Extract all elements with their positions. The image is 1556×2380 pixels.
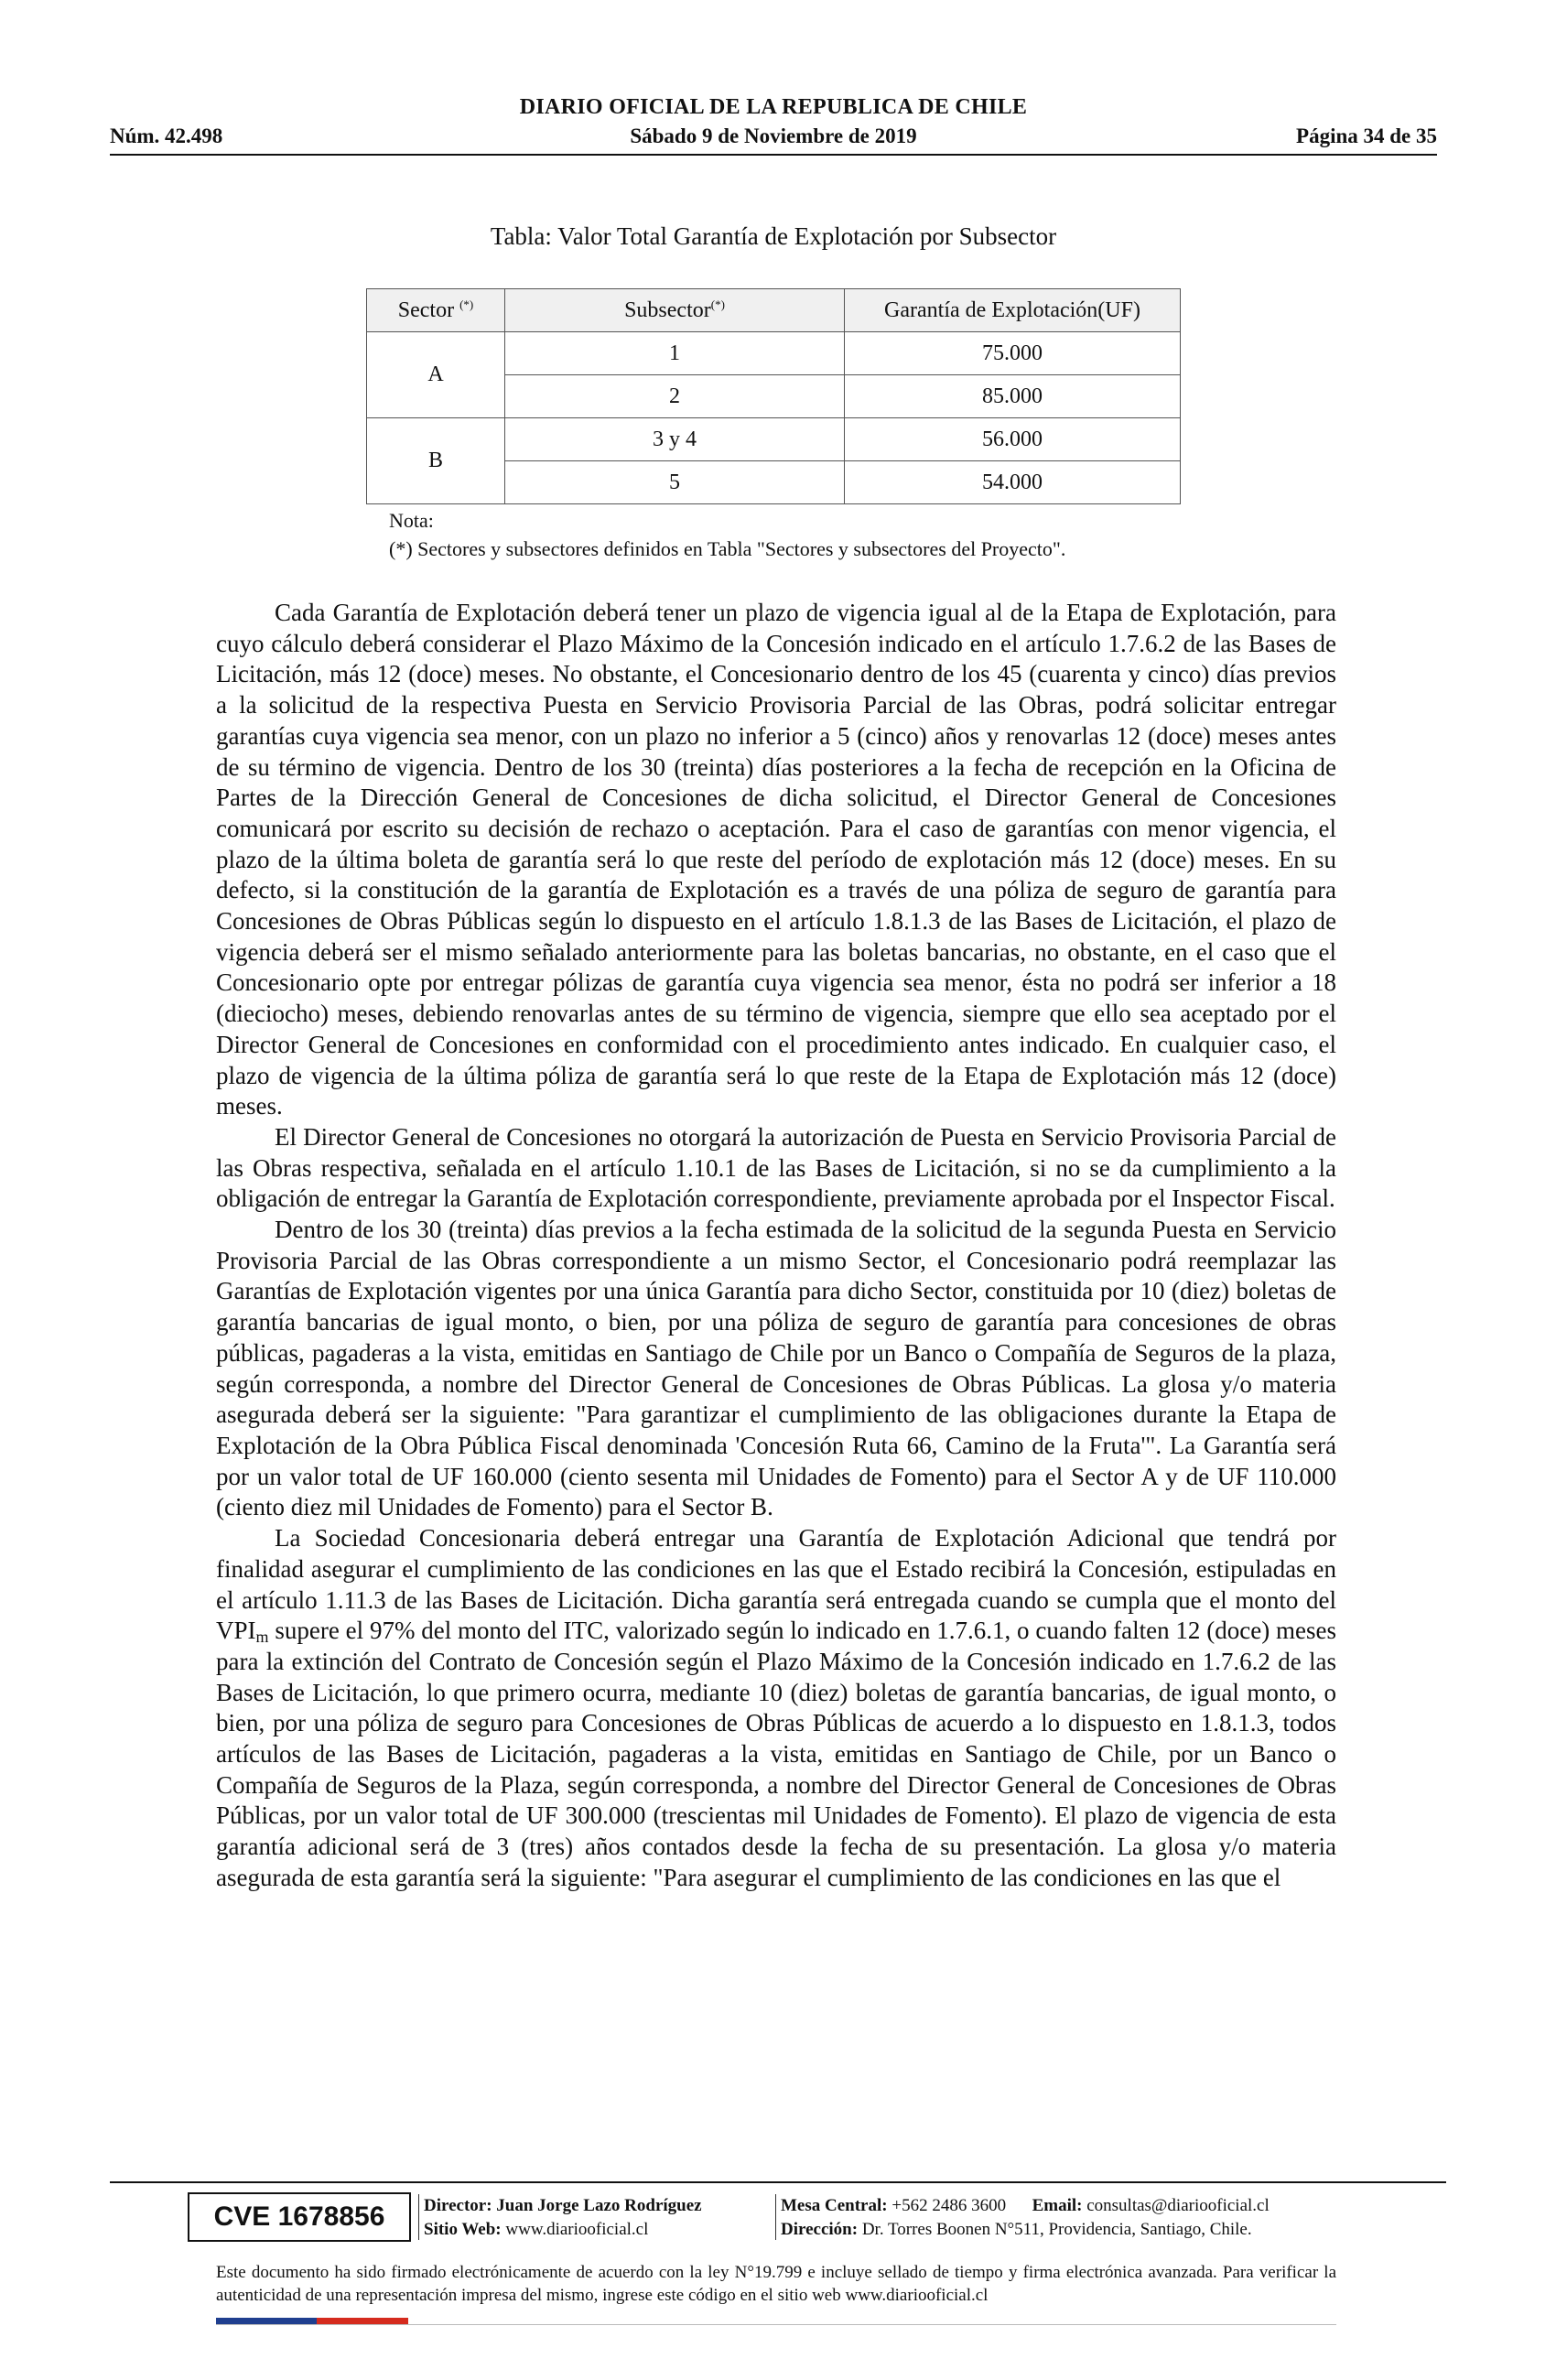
email-link[interactable]: consultas@diariooficial.cl [1086,2196,1270,2215]
guarantee-table [366,288,1181,504]
director-name: Juan Jorge Lazo Rodríguez [496,2196,702,2215]
issue-date: Sábado 9 de Noviembre de 2019 [630,124,917,147]
sector-cell: A [367,332,505,418]
paragraph: Dentro de los 30 (treinta) días previos a la fecha estimada de la solicitud de la segunda Puesta en Servicio Provisoria Parcial de las Obras correspondiente a un mismo Sector, el Concesionario podrá reemplazar las Garantías de Explotación vigentes por una única Garantía para dicho Sector, constituida por 10 (diez) boletas de garantía bancarias de igual monto, o bien, por una póliza de seguro de garantía para concesiones de obras públicas, pagaderas a la vista, emitidas en Santiago de Chile por un Banco o Compañía de Seguros de la plaza, según corresponda, a nombre del Director General de Concesiones de Obras Públicas. La glosa y/o materia asegurada deberá ser la siguiente: "Para garantizar el cumplimiento de las obligaciones durante la Etapa de Explotación de la Obra Pública Fiscal denominada 'Concesión Ruta 66, Camino de la Fruta'". La Garantía será por un valor total de UF 160.000 (ciento sesenta mil Unidades de Fomento) para el Sector A y de UF 110.000 (ciento diez mil Unidades de Fomento) para el Sector B. [216,1216,1336,1521]
subsector-cell: 1 [505,332,845,375]
note-label: Nota: [389,509,434,532]
issue-number: Núm. 42.498 [110,124,223,147]
footer-disclaimer: Este documento ha sido firmado electrónicamente de acuerdo con la ley N°19.799 e incluye sellado de tiempo y firma electrónica avanzada. Para verificar la autenticidad de una representación impresa del mismo, ingrese este código en el sitio web www.diariooficial.cl [216,2263,1336,2305]
footer-separator [775,2194,776,2240]
address: Dr. Torres Boonen N°511, Providencia, Santiago, Chile. [861,2220,1252,2239]
paragraph: La Sociedad Concesionaria deberá entregar una Garantía de Explotación Adicional que tendrá por finalidad asegurar el cumplimiento de las condiciones en las que el Estado recibirá la Concesión, estipuladas en el artículo 1.11.3 de las Bases de Licitación. Dicha garantía será entregada cuando se cumpla que el monto del $VPI_m$ supere el 97% del monto del ITC, valorizado según lo indicado en 1.7.6.1, o cuando falten 12 (doce) meses para la extinción del Contrato de Concesión según el Plazo Máximo de la Concesión indicado en 1.7.6.2 de las Bases de Licitación, lo que primero ocurra, mediante 10 (diez) boletas de garantía bancarias, de igual monto, o bien, por una póliza de seguro para Concesiones de Obras Públicas de acuerdo a lo dispuesto en 1.8.1.3, todos artículos de las Bases de Licitación, pagaderas a la vista, emitidas en Santiago de Chile, por un Banco o Compañía de Seguros de la Plaza, según corresponda, a nombre del Director General de Concesiones de Obras Públicas, por un valor total de UF 300.000 (trescientas mil Unidades de Fomento). El plazo de vigencia de esta garantía adicional será de 3 (tres) años contados desde la fecha de su presentación. La glosa y/o materia asegurada de esta garantía será la siguiente: "Para asegurar el cumplimiento de las condiciones en las que el [216,1524,1336,1891]
website-link[interactable]: www.diariooficial.cl [505,2220,649,2239]
sector-cell: B [367,418,505,504]
footer-divider [110,2181,1446,2183]
note-text: (*) Sectores y subsectores definidos en Tabla "Sectores y subsectores del Proyecto". [389,537,1066,560]
header-guarantee: Garantía de Explotación(UF) [845,289,1181,332]
page-header [110,92,1437,156]
table-title: Tabla: Valor Total Garantía de Explotación por Subsector [490,222,1057,250]
guarantee-cell: 54.000 [845,461,1181,504]
guarantee-cell: 85.000 [845,375,1181,418]
table-note [389,506,1065,563]
paragraph: El Director General de Concesiones no otorgará la autorización de Puesta en Servicio Provisoria Parcial de las Obras respectiva, señalada en el artículo 1.10.1 de las Bases de Licitación, si no se da cumplimiento a la obligación de entregar la Garantía de Explotación correspondiente, previamente aprobada por el Inspector Fiscal. [216,1122,1336,1213]
guarantee-cell: 75.000 [845,332,1181,375]
subsector-cell: 5 [505,461,845,504]
footer-contact-block: Mesa Central: +562 2486 3600 Email: consultas@diariooficial.cl Dirección: Dr. Torres Boonen N°511, Providencia, Santiago, Chile. [781,2196,1270,2239]
header-sector: Sector (*) [367,289,505,332]
header-divider [110,154,1437,156]
phone-number: +562 2486 3600 [891,2196,1007,2215]
footer-director-block: Director: Juan Jorge Lazo Rodríguez Sitio Web: www.diariooficial.cl [424,2196,702,2239]
flag-stripe-blue [216,2318,317,2324]
publication-title: DIARIO OFICIAL DE LA REPUBLICA DE CHILE [519,95,1028,119]
table-row [367,332,1181,375]
footer-separator [418,2194,419,2240]
page-number: Página 34 de 35 [1296,124,1437,147]
flag-stripe-red [317,2318,408,2324]
paragraph: Cada Garantía de Explotación deberá tener un plazo de vigencia igual al de la Etapa de Explotación, para cuyo cálculo deberá considerar el Plazo Máximo de la Concesión indicado en el artículo 1.7.6.2 de las Bases de Licitación, más 12 (doce) meses. No obstante, el Concesionario dentro de los 45 (cuarenta y cinco) días previos a la solicitud de la respectiva Puesta en Servicio Provisoria Parcial de las Obras, podrá solicitar entregar garantías cuya vigencia sea menor, con un plazo no inferior a 5 (cinco) años y renovarlas 12 (doce) meses antes de su término de vigencia. Dentro de los 30 (treinta) días posteriores a la fecha de recepción en la Oficina de Partes de la Dirección General de Concesiones de dicha solicitud, el Director General de Concesiones comunicará por escrito su decisión de rechazo o aceptación. Para el caso de garantías con menor vigencia, el plazo de la última boleta de garantía será lo que reste del período de explotación más 12 (doce) meses. En su defecto, si la constitución de la garantía de Explotación es a través de una póliza de seguro de garantía para Concesiones de Obras Públicas según lo dispuesto en el artículo 1.8.1.3 de las Bases de Licitación, el plazo de vigencia deberá ser el mismo señalado anteriormente para las boletas bancarias, no obstante, en el caso que el Concesionario opte por entregar pólizas de garantía cuya vigencia sea menor, ésta no podrá ser inferior a 18 (dieciocho) meses, debiendo renovarlas antes de su término de vigencia, siempre que ello sea aceptado por el Director General de Concesiones en conformidad con el procedimiento antes indicado. En cualquier caso, el plazo de vigencia de la última póliza de garantía será lo que reste de la Etapa de Explotación más 12 (doce) meses. [216,599,1336,1120]
subsector-cell: 2 [505,375,845,418]
subsector-cell: 3 y 4 [505,418,845,461]
body-text [216,598,1336,1894]
header-subsector: Subsector(*) [505,289,845,332]
table-header-row [367,289,1181,332]
cve-code: CVE 1678856 [188,2192,411,2242]
guarantee-cell: 56.000 [845,418,1181,461]
bottom-divider [216,2324,1336,2325]
table-row [367,418,1181,461]
